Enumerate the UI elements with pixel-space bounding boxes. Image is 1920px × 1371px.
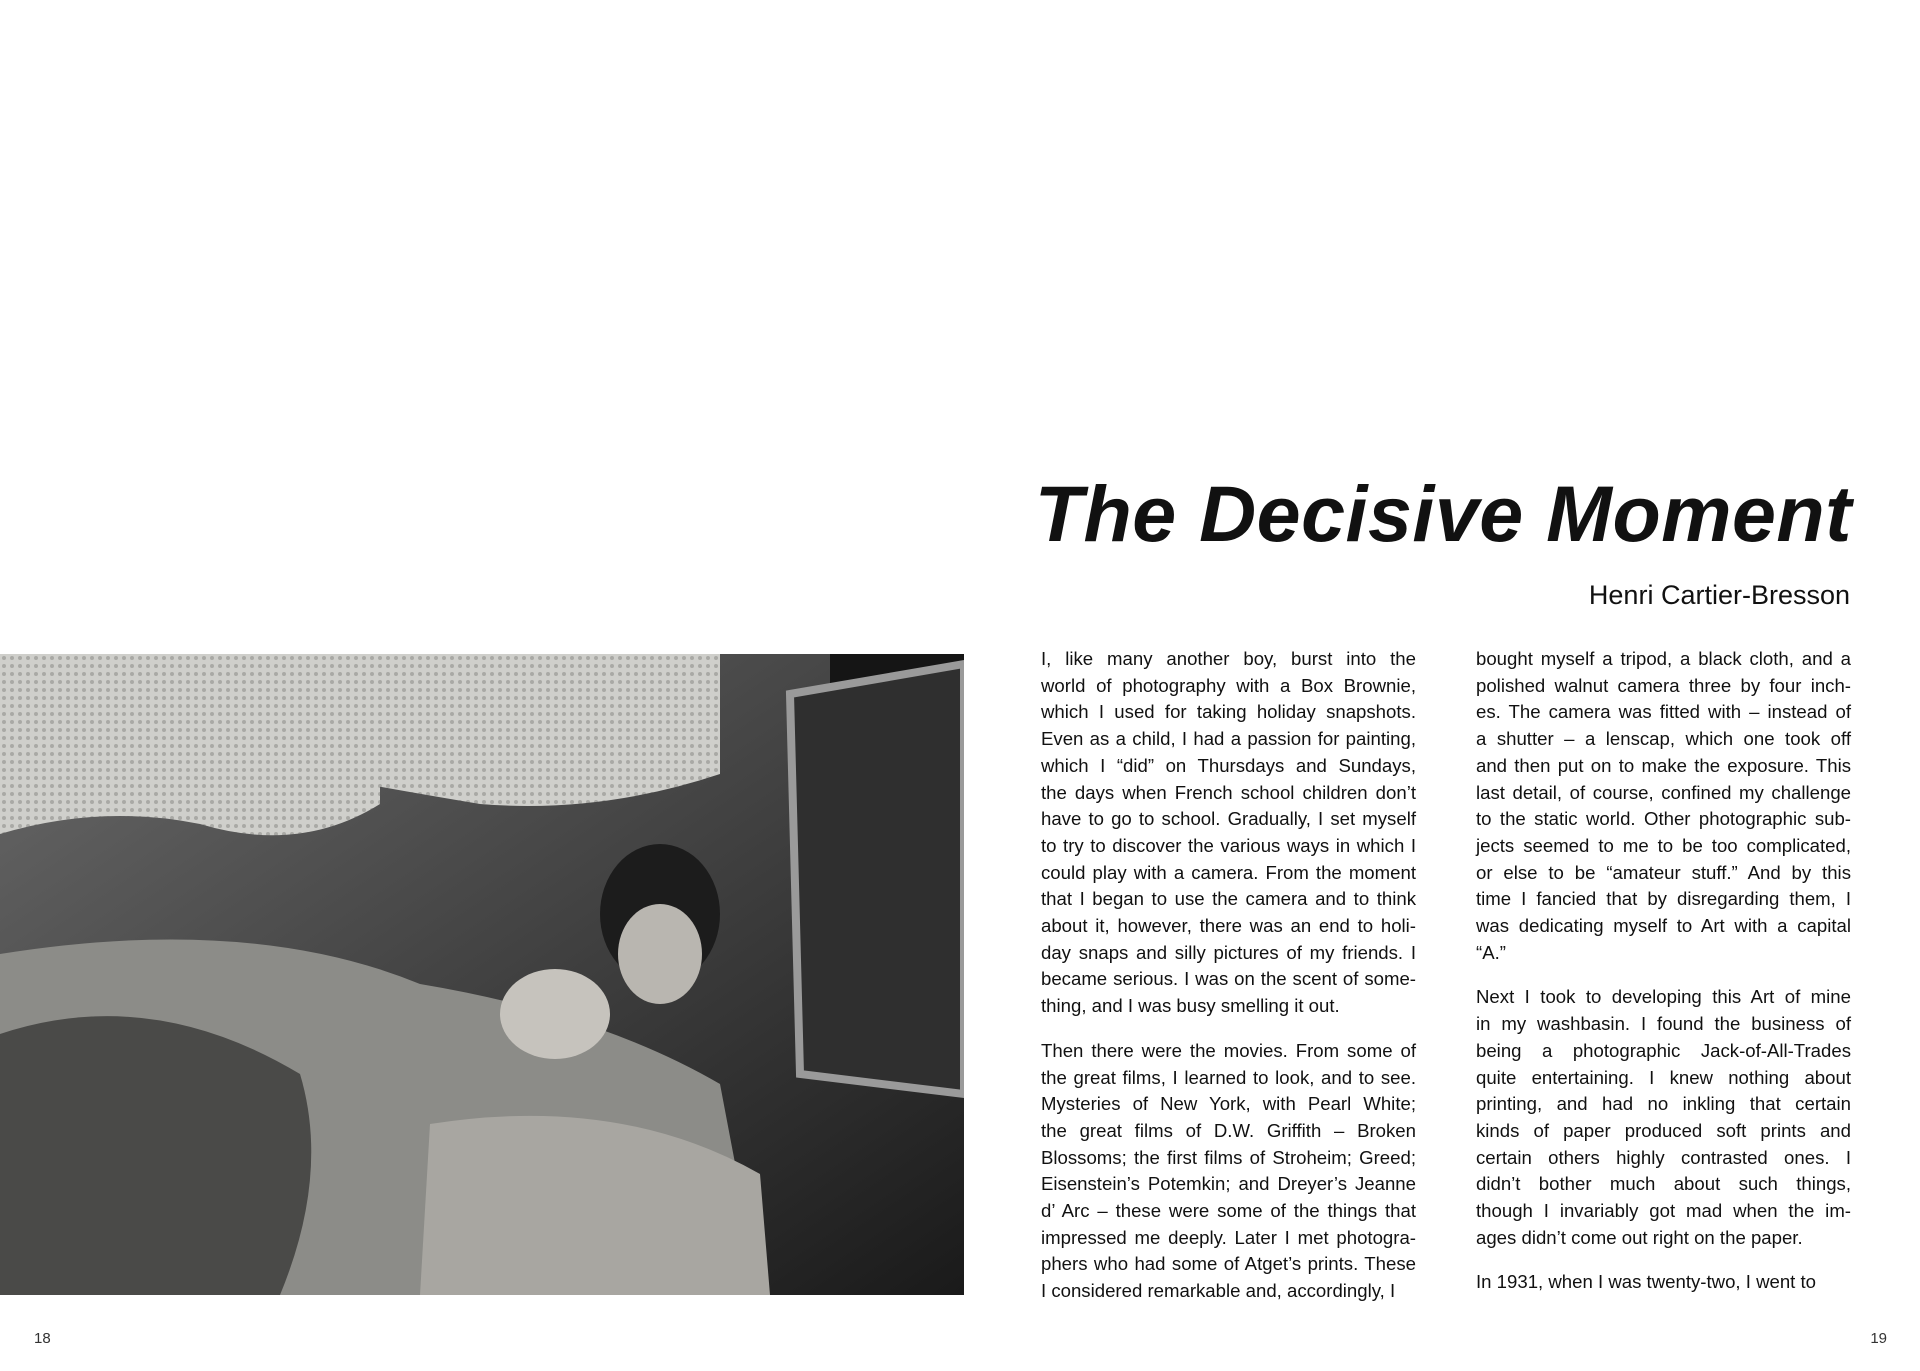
text-line: certain others highly contrasted ones. I bbox=[1476, 1146, 1851, 1168]
paragraph bbox=[1041, 1038, 1416, 1305]
text-line: Even as a child, I had a passion for painting, bbox=[1041, 728, 1416, 750]
text-column-2 bbox=[1476, 646, 1851, 1314]
paragraph bbox=[1476, 1269, 1851, 1296]
text-line: impressed me deeply. Later I met photogra- bbox=[1041, 1226, 1416, 1248]
black-and-white-photograph bbox=[0, 654, 964, 1295]
text-line: that I began to use the camera and to think bbox=[1041, 888, 1416, 910]
text-line: I considered remarkable and, accordingly, I bbox=[1041, 1280, 1396, 1302]
text-line: Blossoms; the first films of Stroheim; Greed; bbox=[1041, 1146, 1416, 1168]
text-line: and then put on to make the exposure. This bbox=[1476, 754, 1851, 776]
text-line: bought myself a tripod, a black cloth, and a bbox=[1476, 648, 1851, 669]
paragraph bbox=[1476, 646, 1851, 966]
text-line: could play with a camera. From the moment bbox=[1041, 861, 1416, 883]
photo-illustration bbox=[0, 654, 964, 1295]
text-line: became serious. I was on the scent of some- bbox=[1041, 968, 1416, 990]
text-line: in my washbasin. I found the business of bbox=[1476, 1013, 1851, 1035]
text-line: kinds of paper produced soft prints and bbox=[1476, 1119, 1851, 1141]
text-line: Mysteries of New York, with Pearl White; bbox=[1041, 1093, 1416, 1115]
text-line: polished walnut camera three by four inch- bbox=[1476, 674, 1851, 696]
text-line: thing, and I was busy smelling it out. bbox=[1041, 995, 1340, 1017]
text-line: last detail, of course, confined my challenge bbox=[1476, 781, 1851, 803]
text-line: “A.” bbox=[1476, 941, 1506, 963]
text-line: a shutter – a lenscap, which one took off bbox=[1476, 728, 1851, 750]
text-line: have to go to school. Gradually, I set myself bbox=[1041, 808, 1416, 830]
paragraph bbox=[1041, 646, 1416, 1020]
text-line: d’ Arc – these were some of the things that bbox=[1041, 1200, 1416, 1222]
text-line: day snaps and silly pictures of my friends. I bbox=[1041, 941, 1416, 963]
text-line: time I fancied that by disregarding them, I bbox=[1476, 888, 1851, 910]
page-number-right: 19 bbox=[1870, 1330, 1887, 1347]
text-line: world of photography with a Box Brownie, bbox=[1041, 674, 1416, 696]
text-line: the days when French school children don’t bbox=[1041, 781, 1416, 803]
text-line: which I used for taking holiday snapshots. bbox=[1041, 701, 1416, 723]
text-line: In 1931, when I was twenty-two, I went to bbox=[1476, 1271, 1817, 1293]
text-column-1 bbox=[1041, 646, 1416, 1323]
text-line: phers who had some of Atget’s prints. These bbox=[1041, 1253, 1416, 1275]
text-line: Then there were the movies. From some of bbox=[1041, 1039, 1416, 1061]
article-title: The Decisive Moment bbox=[1034, 469, 1852, 558]
text-line: Eisenstein’s Potemkin; and Dreyer’s Jeanne bbox=[1041, 1173, 1416, 1195]
text-line: was dedicating myself to Art with a capital bbox=[1476, 915, 1851, 937]
article-author: Henri Cartier-Bresson bbox=[1588, 580, 1850, 610]
paragraph bbox=[1476, 984, 1851, 1251]
text-line: ages didn’t come out right on the paper. bbox=[1476, 1226, 1803, 1248]
text-line: didn’t bother much about such things, bbox=[1476, 1173, 1851, 1195]
text-line: quite entertaining. I knew nothing about bbox=[1476, 1066, 1851, 1088]
text-line: Next I took to developing this Art of mine bbox=[1476, 986, 1851, 1008]
text-line: I, like many another boy, burst into the bbox=[1041, 648, 1416, 669]
text-line: or else to be “amateur stuff.” And by this bbox=[1476, 861, 1851, 883]
text-line: about it, however, there was an end to holi- bbox=[1041, 915, 1416, 937]
text-line: es. The camera was fitted with – instead of bbox=[1476, 701, 1851, 723]
text-line: being a photographic Jack-of-All-Trades bbox=[1476, 1039, 1851, 1061]
text-line: the great films, I learned to look, and to see. bbox=[1041, 1066, 1416, 1088]
text-line: which I “did” on Thursdays and Sundays, bbox=[1041, 754, 1416, 776]
text-line: jects seemed to me to be too complicated, bbox=[1476, 834, 1851, 856]
text-line: the great films of D.W. Griffith – Broken bbox=[1041, 1119, 1416, 1141]
text-line: printing, and had no inkling that certain bbox=[1476, 1093, 1851, 1115]
page-number-left: 18 bbox=[34, 1330, 51, 1347]
text-line: though I invariably got mad when the im- bbox=[1476, 1200, 1851, 1222]
text-line: to try to discover the various ways in which I bbox=[1041, 834, 1416, 856]
text-line: to the static world. Other photographic sub- bbox=[1476, 808, 1851, 830]
